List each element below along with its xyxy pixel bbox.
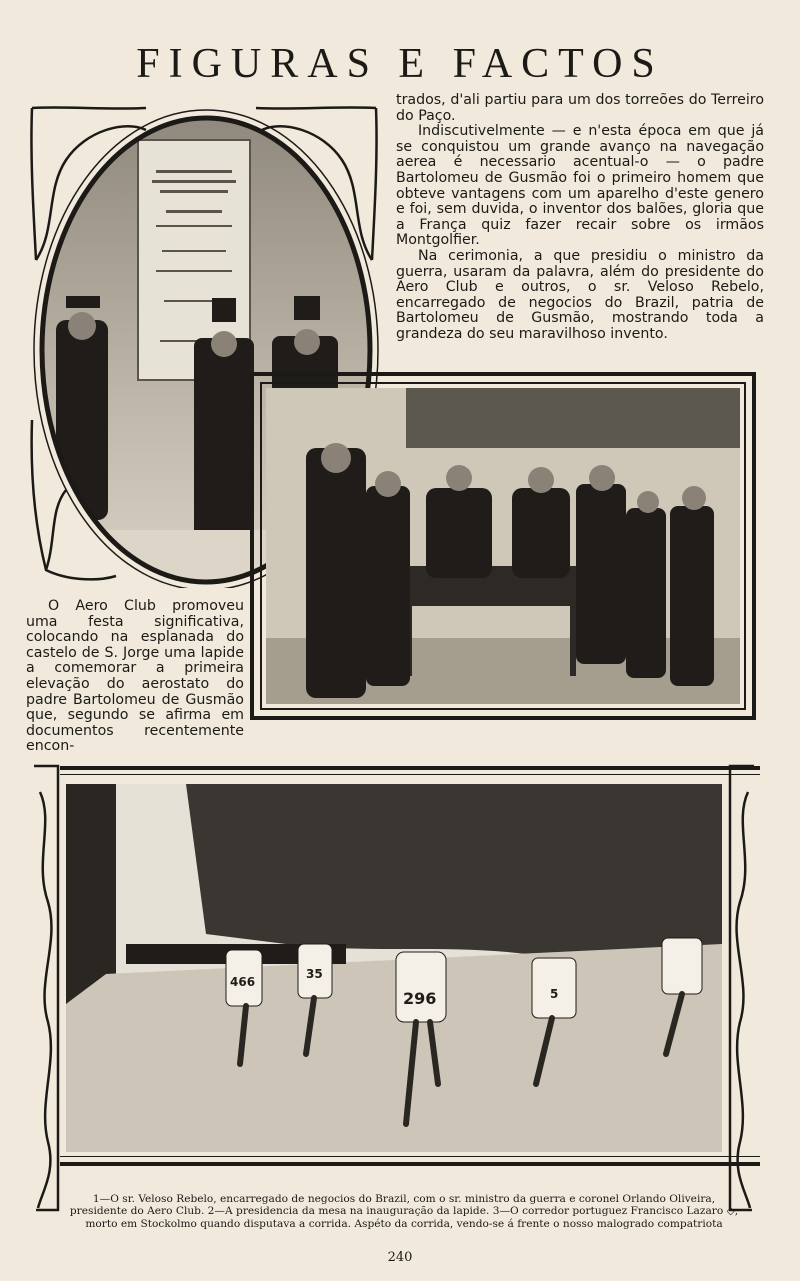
page-number: 240 bbox=[387, 1250, 413, 1265]
article-text-left bbox=[26, 599, 244, 755]
photo-2-ceremony bbox=[266, 388, 740, 704]
article-paragraph-3: Na cerimonia, a que presidiu o ministro da guerra, usaram da palavra, além do presidente do Aero Club e outros, o sr. Veloso Rebelo, encarregado de negocios do Brazil, patria de Bartolomeu de Gusmão, mostrando toda a grandeza do seu maravilhoso invento. bbox=[396, 247, 764, 342]
article-lead-paragraph: O Aero Club promoveu uma festa significativa, colocando na esplanada do castelo de S. Jorge uma lapide a comemorar a primeira elevação do aerostato do padre Bartolomeu de Gusmão que, segundo se afirma em documentos recentemente encon- bbox=[26, 598, 244, 755]
photo-2-frame bbox=[250, 372, 756, 720]
bib-296: 296 bbox=[403, 989, 437, 1008]
article-text-right bbox=[396, 93, 764, 343]
bib-35: 35 bbox=[306, 967, 323, 981]
photo-3-frame bbox=[30, 762, 758, 1214]
article-continuation: trados, d'ali partiu para um dos torreões do Terreiro do Paço. bbox=[396, 92, 764, 124]
photo-3-race bbox=[66, 784, 722, 1152]
bib-5: 5 bbox=[550, 987, 559, 1001]
page-title: FIGURAS E FACTOS bbox=[136, 41, 664, 87]
photo-caption: 1—O sr. Veloso Rebelo, encarregado de negocios do Brazil, com o sr. ministro da guerra e coronel Orlando Oliveira, presidente do Aero Club. 2—A presidencia da mesa na inauguração da lapide. 3—O corredor portuguez Francisco Lazaro ◇, morto em Stockolmo quando disputava a corrida. Aspéto da corrida, vendo-se á frente o nosso malogrado compatriota bbox=[69, 1193, 739, 1230]
article-paragraph-2: Indiscutivelmente — e n'esta época em que já se conquistou um grande avanço na navegação aerea é necessario acentual-o — o padre Bartolomeu de Gusmão foi o primeiro homem que obteve vantagens com um aparelho d'este genero e foi, sem duvida, o inventor dos balões, gloria que a França quiz fazer recair sobre os irmãos Montgolfier. bbox=[396, 123, 764, 249]
bib-466: 466 bbox=[230, 975, 256, 989]
